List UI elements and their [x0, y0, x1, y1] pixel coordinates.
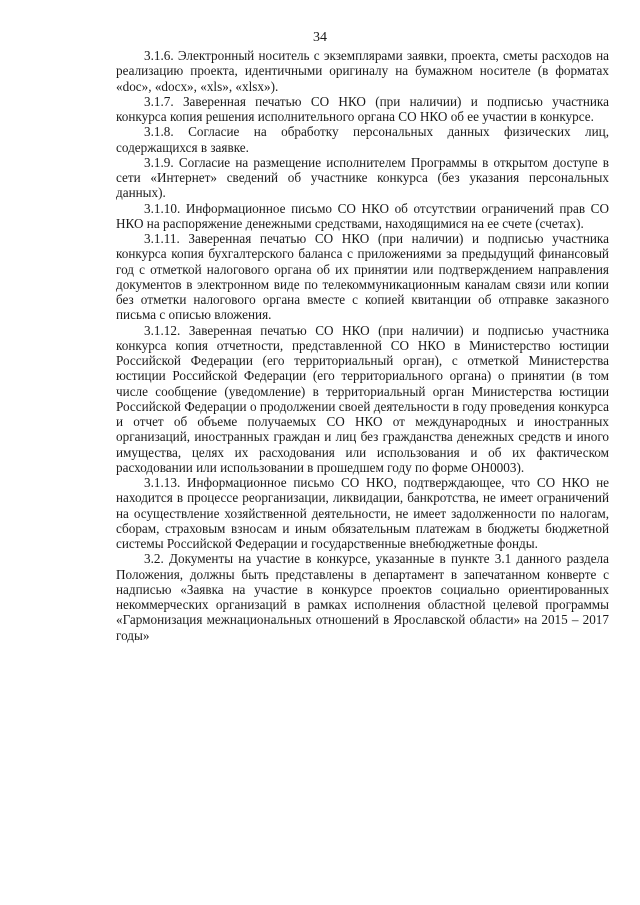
- document-body: [116, 48, 609, 643]
- paragraph-3-1-11: 3.1.11. Заверенная печатью СО НКО (при наличии) и подписью участника конкурса копия бухгалтерского баланса с приложениями за предыдущий финансовый год с отметкой налогового органа об их принятии или подтверждением направления документов в электронном виде по телекоммуникационным каналам связи или копии без отметки налогового органа вместе с копией квитанции об отправке заказного письма с описью вложения.: [116, 231, 609, 323]
- paragraph-3-1-13: 3.1.13. Информационное письмо СО НКО, подтверждающее, что СО НКО не находится в процессе реорганизации, ликвидации, банкротства, не имеет ограничений на осуществление хозяйственной деятельности, не имеет задолженности по налогам, сборам, страховым взносам и иным обязательным платежам в бюджеты бюджетной системы Российской Федерации и государственные внебюджетные фонды.: [116, 475, 609, 551]
- paragraph-3-1-10: 3.1.10. Информационное письмо СО НКО об отсутствии ограничений прав СО НКО на распоряжение денежными средствами, находящимися на ее счете (счетах).: [116, 200, 609, 231]
- paragraph-3-1-12: 3.1.12. Заверенная печатью СО НКО (при наличии) и подписью участника конкурса копия отчетности, представленной СО НКО в Министерство юстиции Российской Федерации (его территориальный орган), с отметкой Министерства юстиции Российской Федерации (его территориального органа) о принятии (в том числе сообщение (уведомление) в территориальный орган Министерства юстиции Российской Федерации о продолжении своей деятельности в году проведения конкурса и отчет об объеме получаемых СО НКО от международных и иностранных организаций, иностранных граждан и лиц без гражданства денежных средств и иного имущества, целях их расходования или использования и об их фактическом расходовании или использовании в прошедшем году по форме ОН0003).: [116, 322, 609, 475]
- paragraph-3-1-6: 3.1.6. Электронный носитель с экземплярами заявки, проекта, сметы расходов на реализацию проекта, идентичными оригиналу на бумажном носителе (в форматах «doc», «docx», «xls», «xlsx»).: [116, 48, 609, 94]
- paragraph-3-2: 3.2. Документы на участие в конкурсе, указанные в пункте 3.1 данного раздела Положения, должны быть представлены в департамент в запечатанном конверте с надписью «Заявка на участие в конкурсе проектов социально ориентированных некоммерческих организаций в рамках исполнения областной целевой программы «Гармонизация межнациональных отношений в Ярославской области» на 2015 – 2017 годы»: [116, 551, 609, 643]
- paragraph-3-1-8: 3.1.8. Согласие на обработку персональных данных физических лиц, содержащихся в заявке.: [116, 124, 609, 155]
- paragraph-3-1-7: 3.1.7. Заверенная печатью СО НКО (при наличии) и подписью участника конкурса копия решения исполнительного органа СО НКО об ее участии в конкурсе.: [116, 93, 609, 124]
- paragraph-3-1-9: 3.1.9. Согласие на размещение исполнителем Программы в открытом доступе в сети «Интернет» сведений об участнике конкурса (без указания персональных данных).: [116, 154, 609, 201]
- page-number: 34: [313, 30, 327, 45]
